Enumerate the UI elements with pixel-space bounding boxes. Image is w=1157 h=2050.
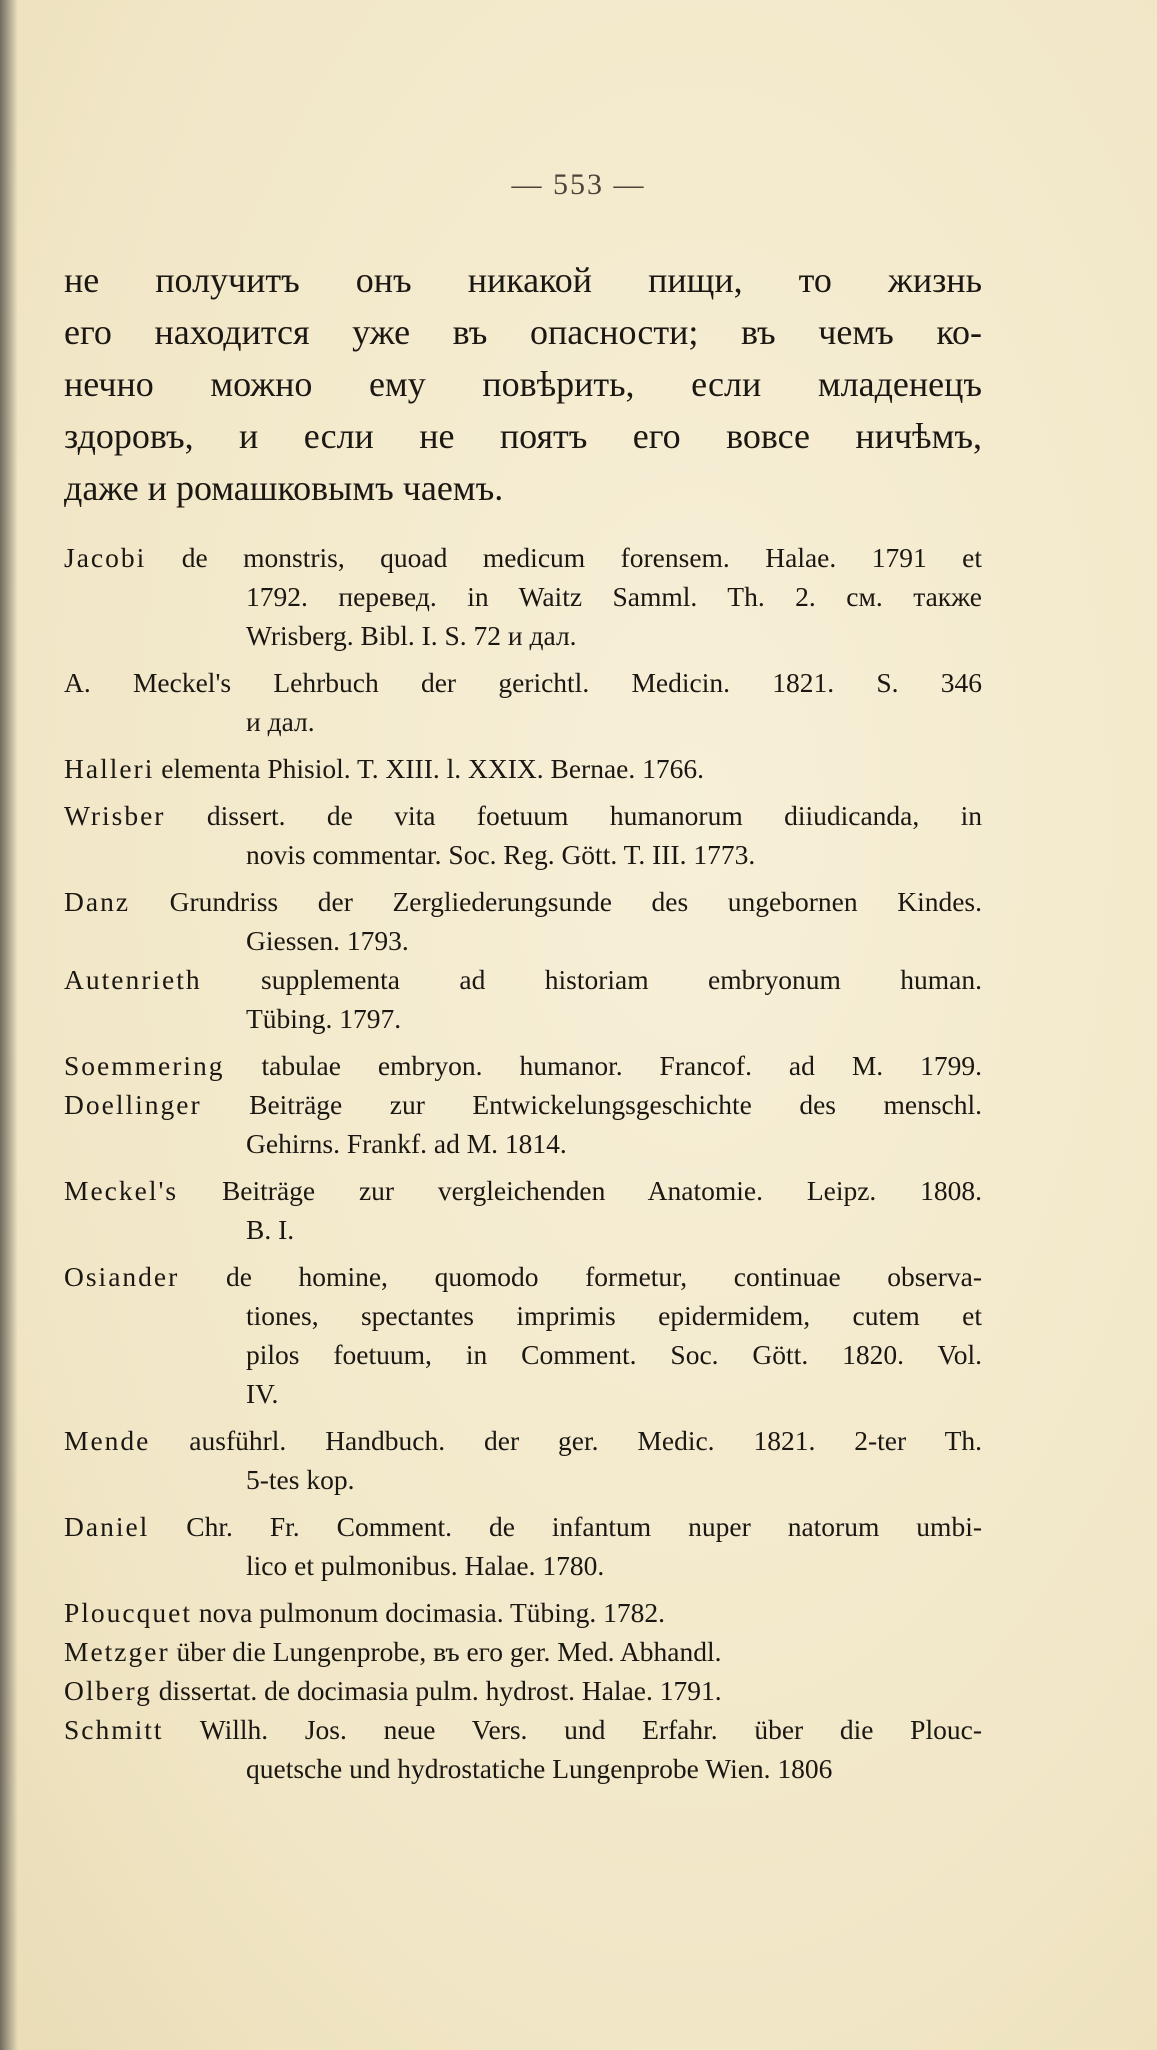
reference-first-line [64, 1710, 982, 1749]
reference-first-line [64, 796, 982, 835]
reference-continuation: novis commentar. Soc. Reg. Gött. T. III. 1773. [246, 839, 756, 870]
reference-first-line [64, 538, 982, 577]
reference-author: Soemmering [64, 1050, 225, 1081]
page-edge-shadow [0, 0, 18, 2050]
reference-author: Danz [64, 886, 131, 917]
reference-entry [64, 1632, 982, 1671]
reference-continuation: B. I. [246, 1214, 295, 1245]
reference-first-line [64, 1632, 982, 1671]
reference-entry [64, 1507, 982, 1585]
reference-author: Mende [64, 1425, 151, 1456]
reference-text: de homine, quomodo formetur, continuae observa- [225, 1261, 982, 1292]
reference-first-line [64, 1507, 982, 1546]
reference-author: Metzger [64, 1636, 170, 1667]
reference-author: Jacobi [64, 542, 147, 573]
reference-continuation: 5-tes kop. [246, 1464, 355, 1495]
reference-continuation: Gehirns. Frankf. ad M. 1814. [246, 1128, 567, 1159]
reference-list [64, 538, 982, 1796]
reference-continuation: tiones, spectantes imprimis epidermidem, cutem et [246, 1300, 982, 1331]
reference-entry [64, 1046, 982, 1085]
reference-author: Autenrieth [64, 964, 202, 995]
reference-continuation: pilos foetuum, in Comment. Soc. Gött. 1820. Vol. [246, 1339, 982, 1370]
reference-first-line [64, 882, 982, 921]
reference-text: supplementa ad historiam embryonum human. [261, 964, 982, 995]
reference-text: über die Lungenprobe, въ его ger. Med. Abhandl. [176, 1636, 722, 1667]
reference-entry [64, 663, 982, 741]
reference-entry [64, 538, 982, 655]
reference-continuation: Wrisberg. Bibl. I. S. 72 и дал. [246, 620, 577, 651]
reference-first-line [64, 1046, 982, 1085]
reference-first-line [64, 1671, 982, 1710]
paragraph-line: не получитъ онъ никакой пищи, то жизнь [64, 260, 982, 300]
reference-text: Willh. Jos. neue Vers. und Erfahr. über die Plouc- [199, 1714, 982, 1745]
reference-entry [64, 1171, 982, 1249]
reference-text: Chr. Fr. Comment. de infantum nuper natorum umbi- [186, 1511, 982, 1542]
reference-author: Ploucquet [64, 1597, 192, 1628]
reference-entry [64, 882, 982, 960]
reference-author: Wrisber [64, 800, 166, 831]
reference-entry [64, 1671, 982, 1710]
paragraph-line: нечно можно ему повѣрить, если младенецъ [64, 364, 982, 404]
reference-text: dissert. de vita foetuum humanorum diiudicanda, in [206, 800, 982, 831]
reference-entry [64, 1710, 982, 1788]
reference-text: Lehrbuch der gerichtl. Medicin. 1821. S. 346 [273, 667, 982, 698]
reference-text: Beiträge zur vergleichenden Anatomie. Leipz. 1808. [221, 1175, 983, 1206]
reference-first-line [64, 960, 982, 999]
reference-text: Beiträge zur Entwickelungsgeschichte des menschl. [249, 1089, 983, 1120]
reference-author: Meckel's [64, 1175, 179, 1206]
reference-first-line [64, 749, 982, 788]
reference-first-line [64, 1257, 982, 1296]
reference-first-line [64, 663, 982, 702]
reference-first-line [64, 1085, 982, 1124]
reference-text: dissertat. de docimasia pulm. hydrost. Halae. 1791. [158, 1675, 722, 1706]
reference-author: Olberg [64, 1675, 152, 1706]
paragraph-line: его находится уже въ опасности; въ чемъ ко- [64, 312, 982, 352]
reference-entry [64, 796, 982, 874]
reference-continuation: lico et pulmonibus. Halae. 1780. [246, 1550, 605, 1581]
reference-text: Grundriss der Zergliederungsunde des ungebornen Kindes. [169, 886, 983, 917]
reference-entry [64, 1085, 982, 1163]
reference-entry [64, 1593, 982, 1632]
reference-continuation: quetsche und hydrostatiche Lungenprobe Wien. 1806 [246, 1753, 833, 1784]
paragraph [64, 254, 982, 514]
reference-author: Daniel [64, 1511, 150, 1542]
paragraph-line: даже и ромашковымъ чаемъ. [64, 468, 504, 508]
reference-continuation: Tübing. 1797. [246, 1003, 402, 1034]
reference-entry [64, 749, 982, 788]
reference-text: nova pulmonum docimasia. Tübing. 1782. [198, 1597, 666, 1628]
reference-text: de monstris, quoad medicum forensem. Halae. 1791 et [181, 542, 982, 573]
reference-continuation: 1792. перевед. in Waitz Samml. Th. 2. см. также [246, 581, 982, 612]
reference-author: Schmitt [64, 1714, 164, 1745]
reference-author: Osiander [64, 1261, 180, 1292]
reference-author: A. Meckel's [64, 667, 232, 698]
reference-continuation: IV. [246, 1378, 279, 1409]
reference-author: Halleri [64, 753, 155, 784]
reference-text: elementa Phisiol. T. XIII. l. XXIX. Bernae. 1766. [161, 753, 704, 784]
reference-first-line [64, 1171, 982, 1210]
reference-first-line [64, 1593, 982, 1632]
reference-entry [64, 960, 982, 1038]
reference-continuation: и дал. [246, 706, 315, 737]
reference-entry [64, 1421, 982, 1499]
reference-entry [64, 1257, 982, 1413]
page-number: — 553 — [511, 168, 646, 201]
reference-text: ausführl. Handbuch. der ger. Medic. 1821. 2-ter Th. [189, 1425, 983, 1456]
reference-author: Doellinger [64, 1089, 202, 1120]
reference-continuation: Giessen. 1793. [246, 925, 409, 956]
paragraph-line: здоровъ, и если не поятъ его вовсе ничѣмъ, [64, 416, 982, 456]
reference-first-line [64, 1421, 982, 1460]
reference-text: tabulae embryon. humanor. Francof. ad M. 1799. [261, 1050, 982, 1081]
